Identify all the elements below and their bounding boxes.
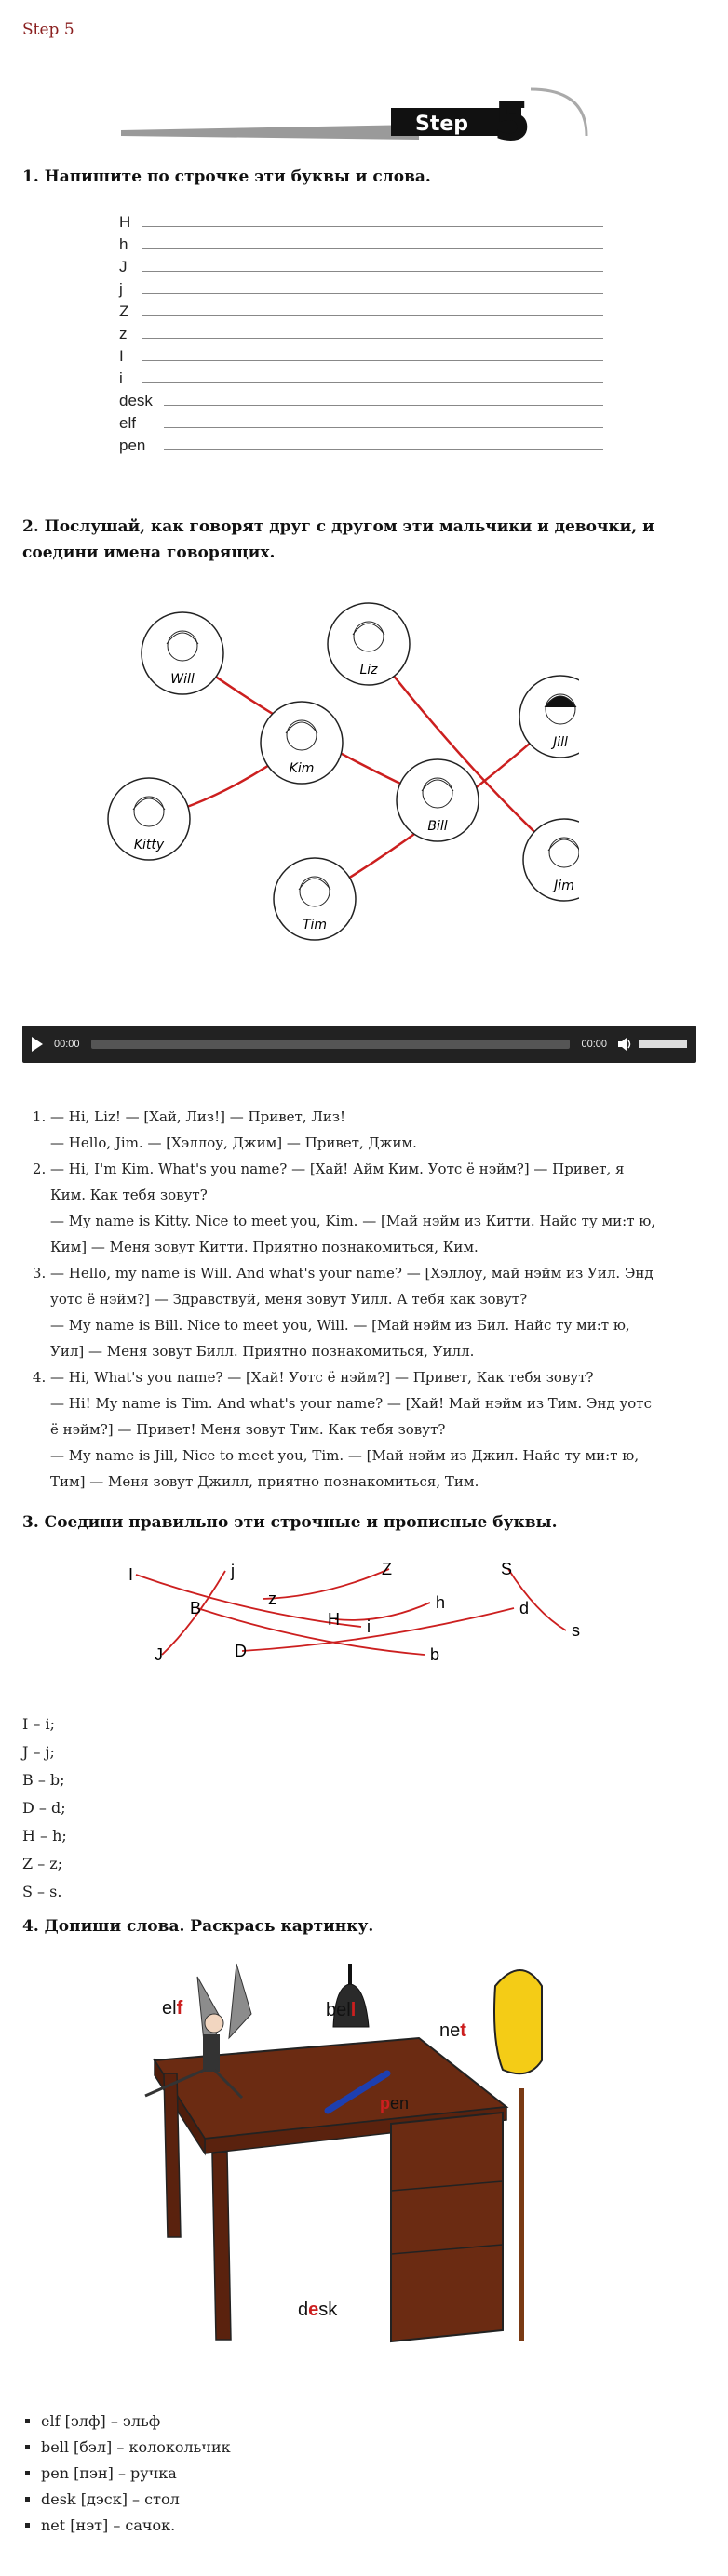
kid-name-label: Kim <box>289 761 315 776</box>
task2-heading-line1: 2. Послушай, как говорят друг с другом эти мальчики и девочки, и <box>22 517 654 536</box>
task2-heading-line2: соедини имена говорящих. <box>22 543 276 562</box>
matching-letter: h <box>436 1593 446 1612</box>
kid-name-label: Jill <box>553 735 568 750</box>
kid-name-label: Jim <box>554 879 574 893</box>
writing-line <box>164 427 603 428</box>
writing-row-label: H <box>119 213 131 231</box>
dialog-item <box>50 1104 689 1156</box>
answer-line: S – s. <box>22 1883 62 1900</box>
kid-portrait <box>142 612 223 694</box>
writing-line <box>142 293 603 294</box>
writing-row <box>119 409 603 432</box>
elf-label: elf <box>162 1998 183 2019</box>
badge-number: 5 <box>493 89 532 145</box>
writing-row-label: I <box>119 347 124 365</box>
writing-row <box>119 432 603 454</box>
vocab-item: ▪ desk [дэск] – стол <box>41 2487 231 2513</box>
step-title: Step 5 <box>22 20 74 39</box>
audio-player[interactable] <box>22 1026 696 1063</box>
kid-name-label: Tim <box>302 918 328 932</box>
writing-line <box>142 248 603 249</box>
vocab-list <box>41 2408 231 2539</box>
net-label: net <box>439 2020 466 2041</box>
writing-row <box>119 320 603 342</box>
matching-letter: D <box>235 1642 247 1660</box>
vocab-item: ▪ net [нэт] – сачок. <box>41 2513 231 2539</box>
matching-letter: J <box>155 1645 163 1664</box>
vocab-item: ▪ pen [пэн] – ручка <box>41 2461 231 2487</box>
matching-letter: b <box>430 1645 440 1664</box>
task3-heading: 3. Соедини правильно эти строчные и прописные буквы. <box>22 1513 558 1532</box>
speaker-icon[interactable] <box>618 1038 633 1051</box>
volume-slider[interactable] <box>639 1040 687 1048</box>
desk-illustration <box>112 1958 559 2349</box>
dialog-line: 4. — Hi, What's you name? — [Хай! Уотс ё нэйм?] — Привет, Как тебя зовут? <box>50 1369 594 1386</box>
writing-row <box>119 342 603 365</box>
writing-row-label: i <box>119 369 123 387</box>
kid-name-label: Liz <box>359 663 378 678</box>
writing-row-label: elf <box>119 414 136 432</box>
desk-leg <box>164 2073 181 2237</box>
writing-row-label: desk <box>119 392 153 409</box>
task3-answers <box>22 1711 67 1906</box>
kid-portrait <box>108 778 190 860</box>
vocab-item: ▪ elf [элф] – эльф <box>41 2408 231 2435</box>
letter-connection-line <box>263 1569 389 1599</box>
pen-label: pen <box>380 2094 410 2113</box>
matching-letter: z <box>268 1590 276 1608</box>
writing-row <box>119 387 603 409</box>
writing-row-label: Z <box>119 302 129 320</box>
writing-line <box>142 338 603 339</box>
task2-heading <box>22 514 654 566</box>
matching-letter: Z <box>382 1560 392 1578</box>
writing-line <box>164 449 603 450</box>
writing-line <box>164 405 603 406</box>
answer-line: Z – z; <box>22 1855 63 1872</box>
net-icon <box>494 1970 542 2073</box>
dialog-line: Уил] — Меня зовут Билл. Приятно познакомиться, Уилл. <box>50 1343 475 1360</box>
desk-drawers <box>391 2113 503 2341</box>
matching-letter: i <box>367 1617 371 1636</box>
kid-name-label: Will <box>170 672 195 687</box>
writing-line <box>142 360 603 361</box>
elf-body <box>203 2034 220 2072</box>
writing-line <box>142 315 603 316</box>
dialog-line: — My name is Jill, Nice to meet you, Tim. — [Май нэйм из Джил. Найс ту ми:т ю, <box>50 1447 640 1464</box>
answer-line: J – j; <box>22 1743 55 1761</box>
answer-line: B – b; <box>22 1771 65 1789</box>
badge-word: Step <box>415 113 469 136</box>
writing-row <box>119 365 603 387</box>
dialog-list <box>37 1104 689 1495</box>
answer-line: H – h; <box>22 1827 67 1845</box>
matching-letter: H <box>328 1610 340 1629</box>
bell-label: bell <box>326 2000 357 2020</box>
elf-head <box>205 2014 223 2033</box>
writing-row-label: z <box>119 325 128 342</box>
dialog-line: Ким. Как тебя зовут? <box>50 1187 208 1203</box>
writing-line <box>142 382 603 383</box>
kids-illustration <box>104 588 579 960</box>
elf-wing <box>229 1964 251 2038</box>
dialog-line: 1. — Hi, Liz! — [Хай, Лиз!] — Привет, Лиз! <box>50 1108 346 1125</box>
dialog-line: Ким] — Меня зовут Китти. Приятно познакомиться, Ким. <box>50 1239 479 1255</box>
dialog-line: 3. — Hello, my name is Will. And what's your name? — [Хэллоу, май нэйм из Уил. Энд <box>50 1265 654 1281</box>
writing-row-label: h <box>119 235 128 253</box>
writing-lines <box>119 208 603 454</box>
volume-control[interactable] <box>618 1038 687 1051</box>
writing-row-label: J <box>119 258 128 275</box>
task1-heading: 1. Напишите по строчке эти буквы и слова. <box>22 168 431 186</box>
step-badge <box>121 80 596 145</box>
kid-portrait <box>261 702 343 784</box>
writing-line <box>142 271 603 272</box>
kid-portrait <box>274 858 356 940</box>
audio-time-current: 00:00 <box>54 1039 80 1050</box>
dialog-line: — My name is Bill. Nice to meet you, Will. — [Май нэйм из Бил. Найс ту ми:т ю, <box>50 1317 630 1334</box>
task4-heading: 4. Допиши слова. Раскрась картинку. <box>22 1917 374 1936</box>
writing-line <box>142 226 603 227</box>
vocab-item: ▪ bell [бэл] – колокольчик <box>41 2435 231 2461</box>
audio-time-total: 00:00 <box>581 1039 607 1050</box>
writing-row <box>119 231 603 253</box>
kid-name-label: Bill <box>427 819 448 834</box>
dialog-line: уотс ё нэйм?] — Здравствуй, меня зовут Уилл. А тебя как зовут? <box>50 1291 528 1308</box>
matching-letter: S <box>501 1560 513 1578</box>
writing-row-label: pen <box>119 436 146 454</box>
matching-letter: d <box>519 1599 530 1617</box>
dialog-item <box>50 1364 689 1495</box>
answer-line: I – i; <box>22 1715 55 1733</box>
dialog-line: Тим] — Меня зовут Джилл, приятно познакомиться, Тим. <box>50 1473 479 1490</box>
writing-row-label: j <box>119 280 123 298</box>
matching-letter: j <box>231 1562 235 1580</box>
answer-line: D – d; <box>22 1799 66 1817</box>
letter-connection-line <box>508 1569 566 1630</box>
dialog-line: ё нэйм?] — Привет! Меня зовут Тим. Как тебя зовут? <box>50 1421 446 1438</box>
dialog-item <box>50 1156 689 1260</box>
kid-portrait <box>328 603 410 685</box>
letter-connection-line <box>335 1603 430 1620</box>
matching-letter: I <box>128 1565 134 1584</box>
dialog-line: — Hi! My name is Tim. And what's your name? — [Хай! Май нэйм из Тим. Энд уотс <box>50 1395 653 1412</box>
dialog-line: — Hello, Jim. — [Хэллоу, Джим] — Привет, Джим. <box>50 1134 417 1151</box>
play-icon[interactable] <box>32 1037 43 1052</box>
desk-label: desk <box>298 2300 338 2320</box>
matching-letter: s <box>572 1621 580 1640</box>
dialog-item <box>50 1260 689 1364</box>
writing-row <box>119 298 603 320</box>
writing-row <box>119 275 603 298</box>
writing-row <box>119 208 603 231</box>
dialog-line: — My name is Kitty. Nice to meet you, Kim. — [Май нэйм из Китти. Найс ту ми:т ю, <box>50 1213 656 1229</box>
letters-matching-diagram <box>119 1560 603 1671</box>
desk-leg <box>212 2152 231 2340</box>
matching-letter: B <box>190 1599 202 1617</box>
kid-name-label: Kitty <box>133 838 165 852</box>
audio-progress-track[interactable] <box>91 1040 571 1049</box>
writing-row <box>119 253 603 275</box>
kid-portrait <box>523 819 579 901</box>
dialog-line: 2. — Hi, I'm Kim. What's you name? — [Хай! Айм Ким. Уотс ё нэйм?] — Привет, я <box>50 1161 625 1177</box>
kid-portrait <box>397 759 479 841</box>
